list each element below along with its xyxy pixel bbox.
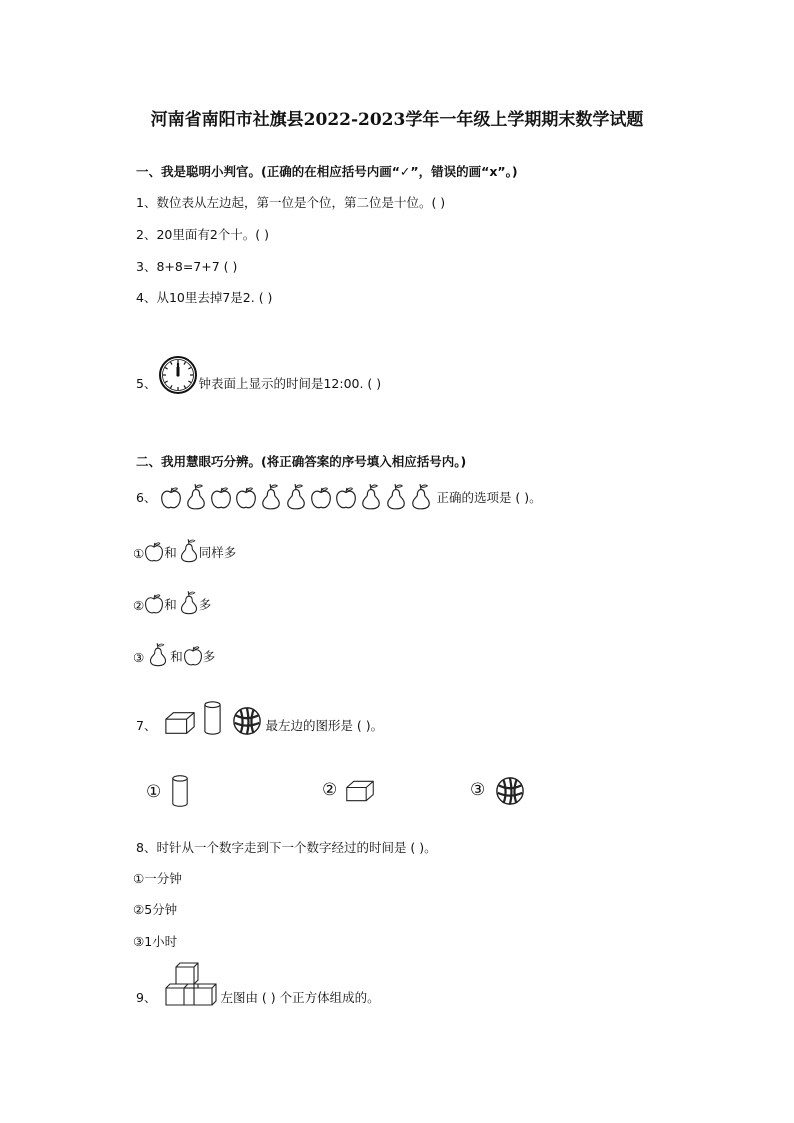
option-number: ③ (470, 780, 486, 800)
apple-icon (235, 486, 257, 510)
option-number: ② (322, 780, 338, 800)
q8-option-1: ①一分钟 (133, 871, 182, 886)
question-7-text: 最左边的图形是 ( )。 (265, 718, 384, 733)
option-text: 和 (170, 649, 183, 664)
question-1: 1、数位表从左边起，第一位是个位，第二位是十位。( ) (136, 195, 446, 210)
question-9 (136, 962, 380, 1008)
question-8: 8、时针从一个数字走到下一个数字经过的时间是 ( )。 (136, 840, 437, 855)
section2-heading: 二、我用慧眼巧分辨。(将正确答案的序号填入相应括号内。) (136, 454, 467, 469)
apple-icon (183, 645, 203, 667)
apple-icon (144, 593, 164, 615)
cube-icon (345, 778, 375, 804)
cylinder-icon (171, 774, 189, 808)
pear-icon (410, 482, 432, 510)
question-6-number: 6、 (136, 490, 157, 505)
apple-icon (210, 486, 232, 510)
pear-icon (385, 482, 407, 510)
apple-icon (310, 486, 332, 510)
option-number: ① (146, 782, 162, 802)
option-text: 和 (164, 545, 177, 560)
question-5-text: 钟表面上显示的时间是12:00. ( ) (198, 376, 382, 391)
apple-icon (335, 486, 357, 510)
q6-option-3 (133, 641, 215, 667)
q7-option-3 (470, 776, 525, 806)
q6-option-2 (133, 589, 211, 615)
question-4: 4、从10里去掉7是2. ( ) (136, 290, 273, 305)
q8-option-2: ②5分钟 (133, 902, 178, 917)
question-5-number: 5、 (136, 376, 157, 391)
option-number: ③ (133, 650, 145, 665)
question-2: 2、20里面有2个十。( ) (136, 227, 270, 242)
pear-icon (179, 589, 199, 615)
cube-stack-icon (164, 962, 218, 1008)
option-text: 多 (198, 597, 212, 612)
ball-icon (232, 706, 262, 736)
fruit-row (160, 482, 432, 510)
ball-icon (495, 776, 525, 806)
option-text: 多 (202, 649, 216, 664)
question-6 (136, 482, 542, 510)
apple-icon (160, 486, 182, 510)
q7-option-1 (146, 774, 189, 808)
section1-heading: 一、我是聪明小判官。(正确的在相应括号内画“✓”，错误的画“x”。) (136, 164, 518, 179)
q7-option-2 (322, 778, 375, 804)
pear-icon (285, 482, 307, 510)
clock-icon (158, 355, 198, 395)
question-7-number: 7、 (136, 718, 157, 733)
pear-icon (185, 482, 207, 510)
option-number: ② (133, 598, 145, 613)
pear-icon (148, 641, 168, 667)
apple-icon (144, 541, 164, 563)
q8-option-3: ③1小时 (133, 934, 178, 949)
question-5 (136, 355, 381, 395)
pear-icon (179, 537, 199, 563)
question-3: 3、8+8=7+7 ( ) (136, 259, 238, 274)
pear-icon (360, 482, 382, 510)
option-text: 和 (164, 597, 177, 612)
option-number: ① (133, 546, 145, 561)
q6-option-1 (133, 537, 236, 563)
question-9-text: 左图由 ( ) 个正方体组成的。 (220, 990, 380, 1005)
option-text: 同样多 (198, 545, 237, 560)
page-title: 河南省南阳市社旗县2022-2023学年一年级上学期期末数学试题 (150, 110, 644, 130)
question-9-number: 9、 (136, 990, 157, 1005)
cube-icon (164, 710, 196, 736)
question-6-text: 正确的选项是 ( )。 (436, 490, 542, 505)
cylinder-icon (203, 700, 222, 736)
question-7 (136, 700, 383, 736)
pear-icon (260, 482, 282, 510)
